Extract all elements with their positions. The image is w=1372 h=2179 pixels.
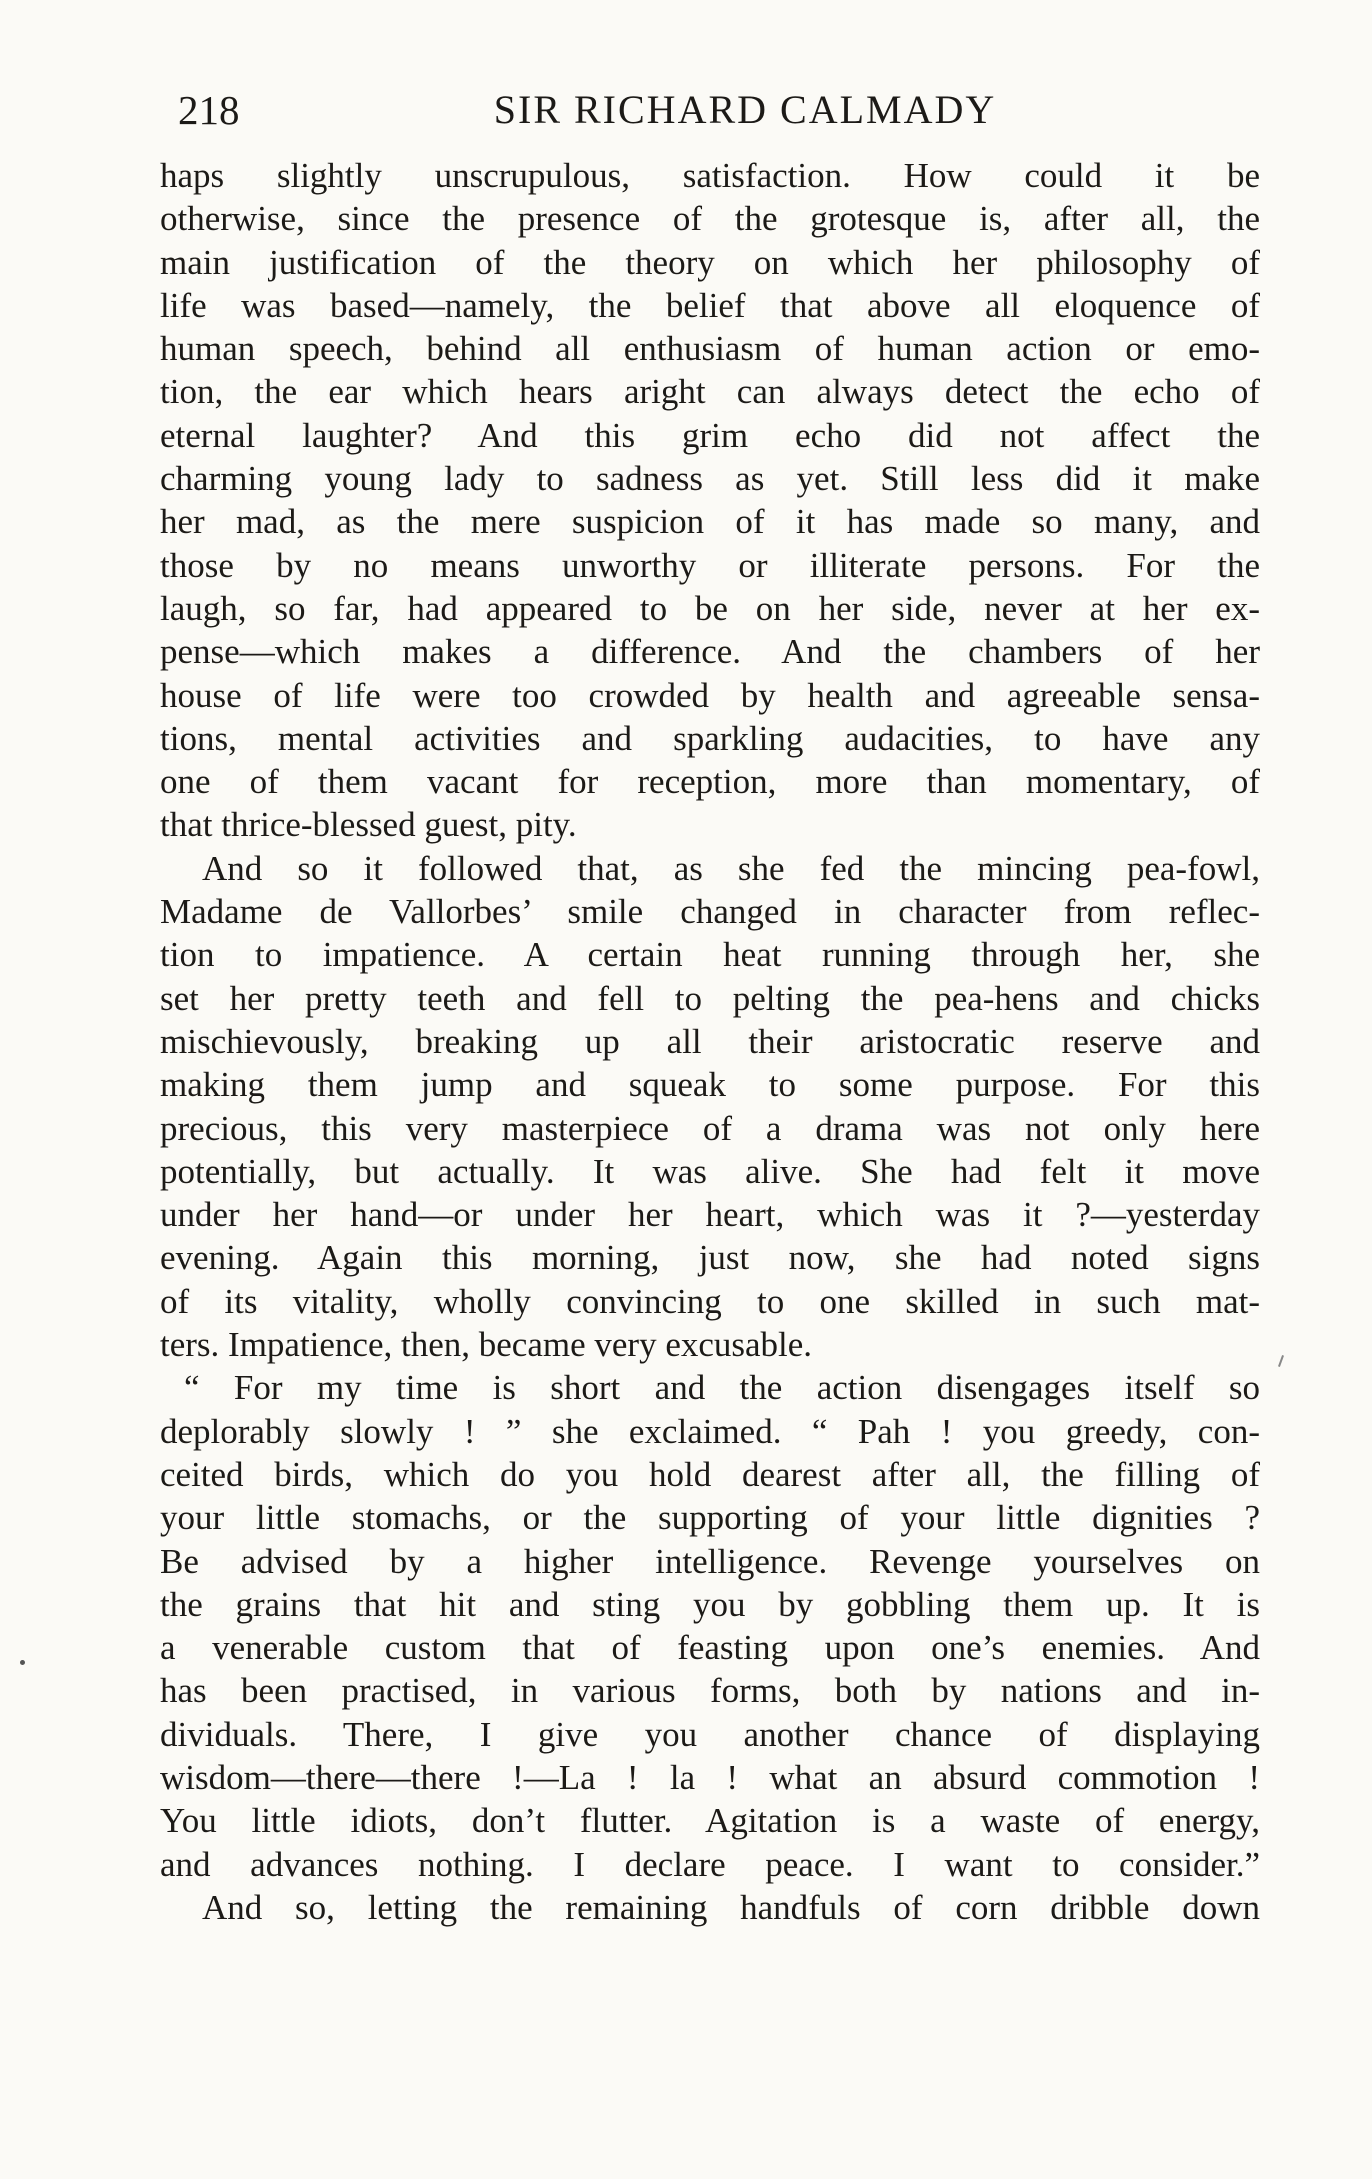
text-line: your little stomachs, or the supporting of your little dignities ?: [160, 1498, 1260, 1538]
paragraph-start-line: And so it followed that, as she fed the mincing pea-fowl,: [202, 848, 1260, 888]
text-line: Be advised by a higher intelligence. Revenge yourselves on: [160, 1541, 1260, 1581]
paragraph-start-line: And so, letting the remaining handfuls of corn dribble down: [202, 1887, 1260, 1927]
text-line: that thrice-blessed guest, pity.: [160, 805, 577, 845]
text-line: wisdom—there—there !—La ! la ! what an absurd commotion !: [160, 1757, 1260, 1797]
text-line: a venerable custom that of feasting upon one’s enemies. And: [160, 1628, 1260, 1668]
book-page: [160, 70, 1260, 2090]
text-line: tion to impatience. A certain heat running through her, she: [160, 935, 1260, 975]
text-line: laugh, so far, had appeared to be on her side, never at her ex-: [160, 588, 1260, 628]
text-line: her mad, as the mere suspicion of it has made so many, and: [160, 502, 1260, 542]
page-number: 218: [178, 87, 240, 133]
text-line: evening. Again this morning, just now, she had noted signs: [160, 1238, 1260, 1278]
text-line: under her hand—or under her heart, which was it ?—yesterday: [160, 1195, 1260, 1235]
text-line: ters. Impatience, then, became very excusable.: [160, 1325, 813, 1365]
text-line: house of life were too crowded by health and agreeable sensa-: [160, 675, 1260, 715]
text-line: You little idiots, don’t flutter. Agitation is a waste of energy,: [160, 1801, 1260, 1841]
text-line: one of them vacant for reception, more than momentary, of: [160, 762, 1260, 802]
text-line: potentially, but actually. It was alive. She had felt it move: [160, 1151, 1260, 1191]
page-body: [160, 154, 1260, 1929]
text-line: Madame de Vallorbes’ smile changed in character from reflec-: [160, 892, 1260, 932]
text-line: pense—which makes a difference. And the chambers of her: [160, 632, 1260, 672]
text-line: main justification of the theory on which her philosophy of: [160, 242, 1260, 282]
text-line: haps slightly unscrupulous, satisfaction. How could it be: [160, 156, 1260, 195]
text-line: dividuals. There, I give you another chance of displaying: [160, 1714, 1260, 1754]
text-line: life was based—namely, the belief that above all eloquence of: [160, 285, 1260, 325]
text-line: of its vitality, wholly convincing to one skilled in such mat-: [160, 1281, 1260, 1321]
text-line: eternal laughter? And this grim echo did not affect the: [160, 415, 1260, 455]
text-line: deplorably slowly ! ” she exclaimed. “ Pah ! you greedy, con-: [160, 1411, 1260, 1451]
text-line: mischievously, breaking up all their aristocratic reserve and: [160, 1021, 1260, 1061]
text-line: human speech, behind all enthusiasm of human action or emo-: [160, 329, 1260, 369]
text-line: the grains that hit and sting you by gobbling them up. It is: [160, 1584, 1260, 1624]
text-line: has been practised, in various forms, both by nations and in-: [160, 1671, 1260, 1711]
paragraph-start-line: “ For my time is short and the action disengages itself so: [184, 1368, 1260, 1408]
text-line: otherwise, since the presence of the grotesque is, after all, the: [160, 199, 1260, 239]
margin-speck: [20, 1660, 25, 1665]
text-line: tions, mental activities and sparkling audacities, to have any: [160, 718, 1260, 758]
text-line: and advances nothing. I declare peace. I want to consider.”: [160, 1844, 1260, 1884]
text-line: precious, this very masterpiece of a drama was not only here: [160, 1108, 1260, 1148]
text-line: those by no means unworthy or illiterate persons. For the: [160, 545, 1260, 585]
text-line: set her pretty teeth and fell to pelting the pea-hens and chicks: [160, 978, 1260, 1018]
text-line: ceited birds, which do you hold dearest after all, the filling of: [160, 1454, 1260, 1494]
text-line: making them jump and squeak to some purpose. For this: [160, 1065, 1260, 1105]
page-header: [160, 70, 1260, 150]
running-head: SIR RICHARD CALMADY: [493, 87, 997, 132]
text-line: charming young lady to sadness as yet. Still less did it make: [160, 459, 1260, 499]
text-line: tion, the ear which hears aright can always detect the echo of: [160, 372, 1260, 412]
margin-mark: [1278, 1355, 1284, 1367]
